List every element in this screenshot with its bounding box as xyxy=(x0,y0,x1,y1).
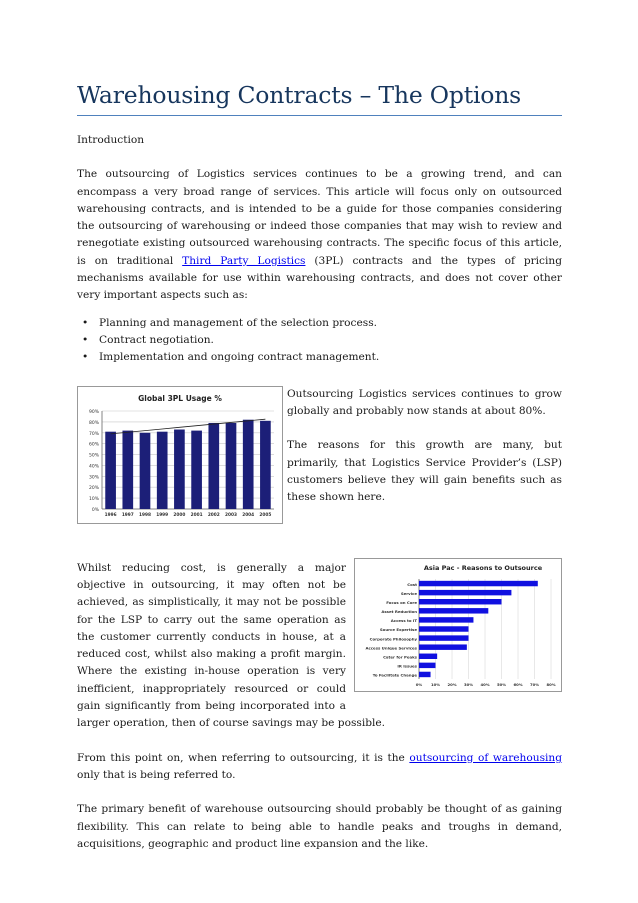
p1-text-b: warehousing xyxy=(77,202,147,215)
list-item xyxy=(77,349,562,366)
chart-title: Global 3PL Usage % xyxy=(138,393,222,403)
bar xyxy=(419,671,431,676)
y-tick-label: 0% xyxy=(91,507,99,513)
x-tick-label: 60% xyxy=(513,681,523,687)
category-label: Asset Reduction xyxy=(381,608,417,614)
list-item xyxy=(77,332,562,349)
x-tick-label: 70% xyxy=(529,681,540,687)
bar xyxy=(243,419,254,508)
x-tick-label: 2000 xyxy=(173,512,186,518)
y-tick-label: 20% xyxy=(88,485,99,491)
reasons-chart-svg xyxy=(355,559,561,691)
category-label: To Facilitate Change xyxy=(372,672,417,678)
y-tick-label: 70% xyxy=(88,431,99,437)
list-item-text: Implementation and ongoing contract management. xyxy=(99,350,380,363)
category-label: Corporate Philosophy xyxy=(369,635,417,641)
y-tick-label: 80% xyxy=(88,420,99,426)
scope-paragraph xyxy=(77,750,562,785)
document-title: Warehousing Contracts – The Options xyxy=(77,81,522,109)
category-label: IR Issues xyxy=(397,663,417,669)
bar xyxy=(157,431,168,508)
trend-line xyxy=(111,419,266,434)
bullet-icon: • xyxy=(82,333,89,346)
y-tick-label: 30% xyxy=(88,475,99,481)
bar xyxy=(419,590,511,595)
bar xyxy=(419,599,502,604)
y-tick-label: 50% xyxy=(88,453,99,459)
category-label: Cater for Peaks xyxy=(383,654,417,660)
side-text-1 xyxy=(287,386,562,507)
y-tick-label: 40% xyxy=(88,464,99,470)
bullet-list xyxy=(77,315,562,366)
bar xyxy=(260,420,271,508)
x-tick-label: 1996 xyxy=(104,512,117,518)
chart-block-2 xyxy=(77,560,562,733)
bar xyxy=(419,617,473,622)
x-tick-label: 40% xyxy=(480,681,490,687)
title-rule xyxy=(77,115,562,116)
list-item-text: Contract negotiation. xyxy=(99,333,214,346)
x-tick-label: 0% xyxy=(415,681,423,687)
intro-heading: Introduction xyxy=(77,134,145,146)
bar xyxy=(174,429,185,508)
bar xyxy=(419,580,538,585)
bar xyxy=(105,431,116,508)
x-tick-label: 50% xyxy=(496,681,507,687)
bar xyxy=(419,626,469,631)
bar xyxy=(208,423,219,509)
x-tick-label: 2004 xyxy=(242,512,255,518)
side-paragraph-2: The reasons for this growth are many, but primarily, that Logistics Service Provider’s (LSP) customers believe they will gain benefits such as these shown here. xyxy=(287,439,562,504)
category-label: Access to IT xyxy=(390,617,417,623)
document-page xyxy=(77,78,562,853)
bar xyxy=(419,644,467,649)
p3-text-b: only that is being referred to. xyxy=(77,768,236,781)
bar xyxy=(419,635,469,640)
x-tick-label: 2001 xyxy=(190,512,203,518)
x-tick-label: 10% xyxy=(430,681,441,687)
bar xyxy=(419,662,436,667)
y-tick-label: 10% xyxy=(88,496,99,502)
global-3pl-chart-svg xyxy=(78,387,282,523)
x-tick-label: 1998 xyxy=(139,512,151,518)
bullet-icon: • xyxy=(82,316,89,329)
x-tick-label: 30% xyxy=(463,681,474,687)
x-tick-label: 1997 xyxy=(121,512,134,518)
flexibility-paragraph: The primary benefit of warehouse outsourcing should probably be thought of as gaining flexibility. This can relate to being able to handle peaks and troughs in demand, acquisitions, geographic and product line expansion and the like. xyxy=(77,803,562,850)
reasons-to-outsource-chart xyxy=(354,558,562,692)
chart-block-1 xyxy=(77,386,562,526)
side-paragraph-1: Outsourcing Logistics services continues to grow globally and probably now stands at about 80%. xyxy=(287,387,562,417)
list-item xyxy=(77,315,562,332)
p1-text-d: (3PL) contracts and the types of pricing mechanisms available for use within warehousing contracts, and does not cover other very important aspects such as: xyxy=(77,254,562,302)
global-3pl-chart xyxy=(77,386,283,524)
bar xyxy=(226,423,237,509)
third-party-logistics-link[interactable]: Third Party Logistics xyxy=(182,254,306,267)
cost-paragraph: Whilst reducing cost, is generally a major objective in outsourcing, it may often not be achieved, as simplistically, it may not be possible for the LSP to carry out the same operation as the customer currently conducts in house, at a reduced cost, whilst also making a profit margin. Where the existing in-house operation is very inefficient, inappropriately resourced or could gain significantly from being incorporated into a larger operation, then of course savings may be possible. xyxy=(77,560,562,733)
x-tick-label: 20% xyxy=(447,681,457,687)
category-label: Cost xyxy=(407,581,417,587)
outsourcing-of-warehousing-link[interactable]: outsourcing of warehousing xyxy=(409,751,563,764)
y-tick-label: 60% xyxy=(88,442,99,448)
x-tick-label: 2005 xyxy=(259,512,272,518)
x-tick-label: 2003 xyxy=(225,512,237,518)
p1-text-c: contracts, and is intended to be a guide for those companies considering the outsourcing of warehousing or indeed those companies that may wish to review and renegotiate existing outsourced warehousing contracts. The specific focus of this article, is on traditional xyxy=(77,202,562,267)
chart-title: Asia Pac - Reasons to Outsource xyxy=(423,563,543,572)
bar xyxy=(419,608,488,613)
category-label: Focus on Core xyxy=(386,599,417,605)
list-item-text: Planning and management of the selection process. xyxy=(99,316,377,329)
category-label: Service xyxy=(400,590,417,596)
x-tick-label: 80% xyxy=(546,681,556,687)
p1-text-a: The outsourcing of Logistics services continues to be a growing trend, and can encompass a very broad range of services. This article will focus only on outsourced xyxy=(77,168,562,198)
bullet-icon: • xyxy=(82,350,89,363)
bar xyxy=(122,430,133,508)
bar xyxy=(419,653,437,658)
x-tick-label: 2002 xyxy=(207,512,220,518)
category-label: Source Expertise xyxy=(379,626,417,632)
bar xyxy=(140,432,151,508)
intro-paragraph xyxy=(77,166,562,304)
category-label: Access Unique Services xyxy=(365,645,417,651)
y-tick-label: 90% xyxy=(88,409,99,415)
x-tick-label: 1999 xyxy=(156,512,169,518)
p3-text-a: From this point on, when referring to outsourcing, it is the xyxy=(77,751,410,764)
bar xyxy=(191,430,202,508)
